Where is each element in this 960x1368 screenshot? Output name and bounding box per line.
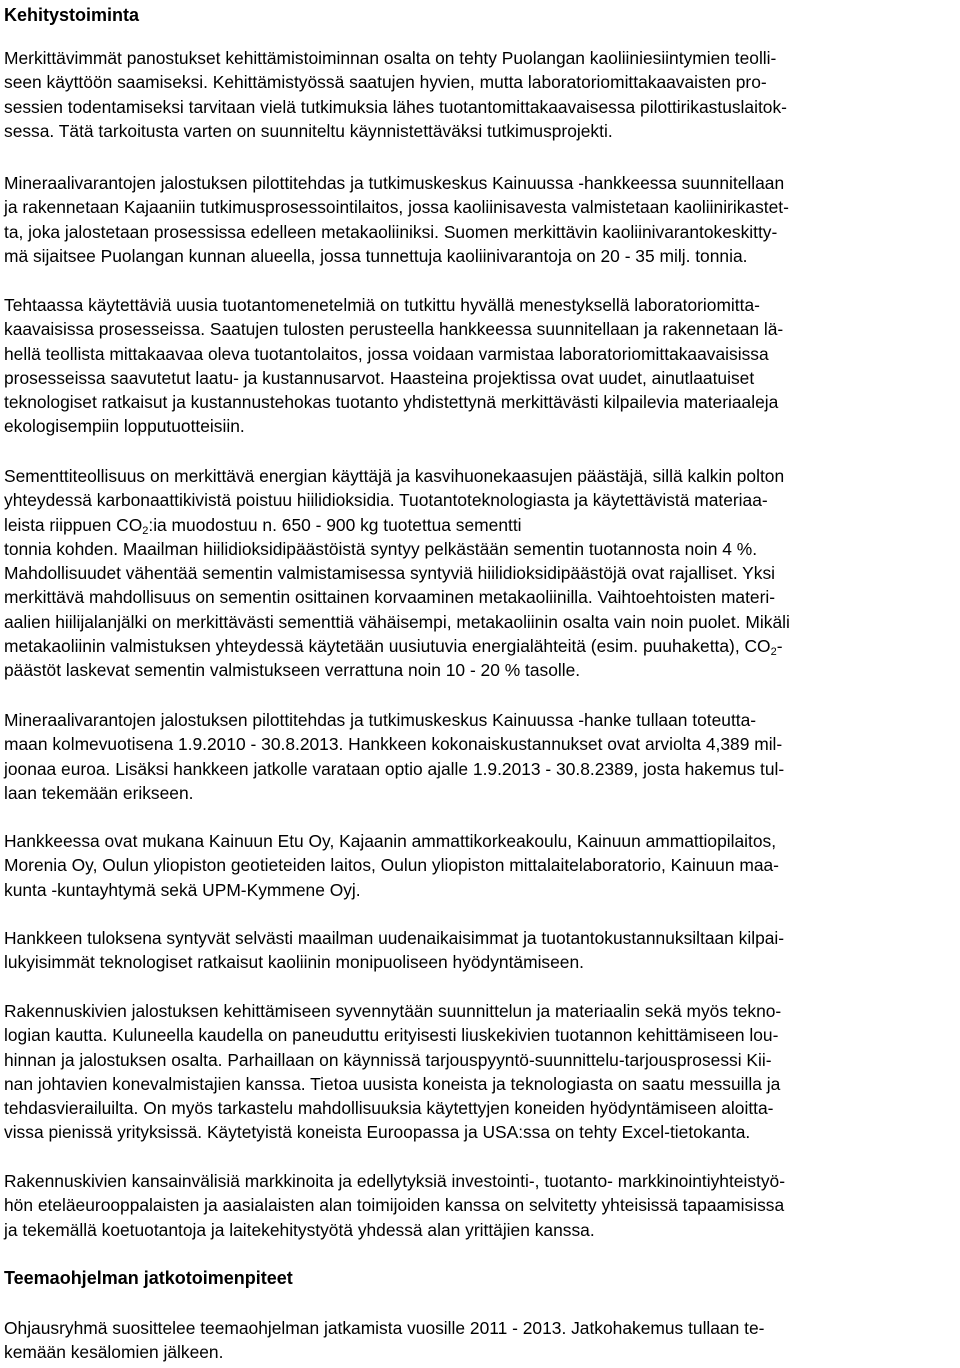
- text-line: päästöt laskevat sementin valmistukseen verrattuna noin 10 - 20 % tasolle.: [4, 660, 581, 681]
- section-heading-teemaohjelman-jatkotoimenpiteet: Teemaohjelman jatkotoimenpiteet: [4, 1268, 293, 1288]
- text-line: logian kautta. Kuluneella kaudella on paneuduttu erityisesti liuskekivien tuotannon kehittämiseen lou-: [4, 1025, 779, 1046]
- text-line: maan kolmevuotisena 1.9.2010 - 30.8.2013. Hankkeen kokonaiskustannukset ovat arviolta 4,389 mil-: [4, 734, 783, 755]
- text-fragment: metakaoliinin valmistuksen yhteydessä käytetään uusiutuvia energialähteitä (esim. puuhaketta), CO: [4, 636, 771, 657]
- text-line: yhteydessä karbonaattikivistä poistuu hiilidioksidia. Tuotantoteknologiasta ja käytettävistä materiaa-: [4, 490, 768, 511]
- text-line: Sementtiteollisuus on merkittävä energian käyttäjä ja kasvihuonekaasujen päästäjä, sillä kalkin polton: [4, 466, 785, 486]
- paragraph-8: [4, 999, 781, 1145]
- text-line: hellä teollista mittakaavaa oleva tuotantolaitos, jossa voidaan varmistaa laboratoriomittakaavaisissa: [4, 343, 769, 364]
- text-line: seen käyttöön saamiseksi. Kehittämistyössä saatujen hyvien, mutta laboratoriomittakaavaisten pro-: [4, 72, 767, 93]
- text-line: Merkittävimmät panostukset kehittämistoiminnan osalta on tehty Puolangan kaoliiniesiintymien teolli-: [4, 48, 777, 68]
- text-line: sessien todentamiseksi tarvitaan vielä tutkimuksia lähes tuotantomittakaavaisessa pilottirikastuslaitok-: [4, 96, 787, 117]
- text-line: joonaa euroa. Lisäksi hankkeen jatkolle varataan optio ajalle 1.9.2013 - 30.8.2389, josta hakemus tul-: [4, 758, 785, 779]
- paragraph-2: [4, 171, 789, 268]
- paragraph-10: [4, 1316, 764, 1365]
- text-line: Hankkeessa ovat mukana Kainuun Etu Oy, Kajaanin ammattikorkeakoulu, Kainuun ammattiopilaitos,: [4, 831, 777, 851]
- text-line: nan johtavien konevalmistajien kanssa. Tietoa uusista koneista ja teknologiasta on saatu messuilla ja: [4, 1073, 781, 1094]
- paragraph-4: [4, 464, 790, 683]
- paragraph-5: [4, 708, 784, 805]
- text-line: vissa pienissä yrityksissä. Käytetyistä koneista Euroopassa ja USA:ssa on tehty Excel-tietokanta.: [4, 1122, 751, 1143]
- text-line: kaavaisissa prosesseissa. Saatujen tulosten perusteella hankkeessa suunnitellaan ja rakennetaan lä-: [4, 319, 784, 340]
- text-line: teknologiset ratkaisut ja kustannustehokas tuotanto yhdistettynä merkittävästi kilpailevia materiaaleja: [4, 392, 779, 413]
- text-line: Rakennuskivien kansainvälisiä markkinoita ja edellytyksiä investointi-, tuotanto- markkinointiyhteistyö-: [4, 1171, 785, 1191]
- paragraph-1: [4, 46, 787, 143]
- subscript: 2: [770, 646, 777, 659]
- section-heading-kehitystoiminta: Kehitystoiminta: [4, 5, 140, 25]
- text-fragment: leista riippuen CO: [4, 514, 143, 535]
- text-line: ja tekemällä koetuotantoja ja laitekehitystyötä yhdessä alan yrittäjien kanssa.: [4, 1219, 595, 1240]
- text-line: kemään kesälomien jälkeen.: [4, 1342, 224, 1363]
- text-line: tehdasvierailuilta. On myös tarkastelu mahdollisuuksia käytettyjen koneiden hyödyntämiseen aloitta-: [4, 1098, 774, 1119]
- text-line: ta, joka jalostetaan prosessissa edelleen metakaoliiniksi. Suomen merkittävin kaoliinivarantokeskitty-: [4, 221, 778, 242]
- text-line: kunta -kuntayhtymä sekä UPM-Kymmene Oyj.: [4, 879, 361, 900]
- text-line: Tehtaassa käytettäviä uusia tuotantomenetelmiä on tutkittu hyvällä menestyksellä laboratoriomitta-: [4, 295, 760, 315]
- paragraph-6: [4, 829, 779, 902]
- text-line: [4, 513, 790, 537]
- text-line: hön eteläeurooppalaisten ja aasialaisten alan toimijoiden kanssa on selvitetty yhteisissä tapaamisissa: [4, 1195, 785, 1216]
- text-line: prosesseissa saavutetut laatu- ja kustannusarvot. Haasteina projektissa ovat uudet, ainutlaatuiset: [4, 367, 755, 388]
- text-line: laan tekemään erikseen.: [4, 782, 194, 803]
- text-line: Rakennuskivien jalostuksen kehittämiseen syvennytään suunnittelun ja materiaalin sekä myös tekno-: [4, 1001, 782, 1021]
- text-line: ja rakennetaan Kajaaniin tutkimusprosessointilaitos, jossa kaoliinisavesta valmistetaan kaoliinirikastet-: [4, 197, 789, 218]
- text-line: aalien hiilijalanjälki on merkittävästi sementtiä vähäisempi, metakaoliinin osalta vain noin puolet. Mikäli: [4, 611, 790, 632]
- text-line: Mineraalivarantojen jalostuksen pilottitehdas ja tutkimuskeskus Kainuussa -hankkeessa suunnitellaan: [4, 173, 785, 193]
- paragraph-7: [4, 926, 784, 975]
- subscript: 2: [142, 524, 149, 537]
- text-line: Mahdollisuudet vähentää sementin valmistamisessa syntyviä hiilidioksidipäästöjä ovat rajalliset. Yksi: [4, 563, 776, 584]
- text-line: merkittävä mahdollisuus on sementin osittainen korvaaminen metakaoliinilla. Vaihtoehtoisten materi-: [4, 587, 776, 608]
- text-line: mä sijaitsee Puolangan kunnan alueella, jossa tunnettuja kaoliinivarantoja on 20 - 35 milj. tonnia.: [4, 245, 748, 266]
- text-line: Morenia Oy, Oulun yliopiston geotieteiden laitos, Oulun yliopiston mittalaitelaboratorio, Kainuun maa-: [4, 855, 779, 876]
- text-line: hinnan ja jalostuksen osalta. Parhaillaan on käynnissä tarjouspyyntö-suunnittelu-tarjousprosessi Kii-: [4, 1049, 772, 1070]
- text-line: Hankkeen tuloksena syntyvät selvästi maailman uudenaikaisimmat ja tuotantokustannuksiltaan kilpai-: [4, 928, 785, 948]
- text-fragment: :ia muodostuu n. 650 - 900 kg tuotettua sementti: [148, 514, 522, 535]
- paragraph-9: [4, 1169, 785, 1242]
- text-line: lukyisimmät teknologiset ratkaisut kaoliinin monipuoliseen hyödyntämiseen.: [4, 952, 584, 973]
- text-line: [4, 634, 790, 658]
- text-line: Mineraalivarantojen jalostuksen pilottitehdas ja tutkimuskeskus Kainuussa -hanke tullaan toteutta-: [4, 710, 757, 730]
- text-line: tonnia kohden. Maailman hiilidioksidipäästöistä syntyy pelkästään sementin tuotannosta noin 4 %.: [4, 538, 758, 559]
- text-line: sessa. Tätä tarkoitusta varten on suunniteltu käynnistettäväksi tutkimusprojekti.: [4, 120, 613, 141]
- text-line: Ohjausryhmä suosittelee teemaohjelman jatkamista vuosille 2011 - 2013. Jatkohakemus tullaan te-: [4, 1318, 765, 1338]
- text-line: ekologisempiin lopputuotteisiin.: [4, 416, 245, 437]
- text-fragment: -: [776, 636, 783, 657]
- paragraph-3: [4, 293, 783, 439]
